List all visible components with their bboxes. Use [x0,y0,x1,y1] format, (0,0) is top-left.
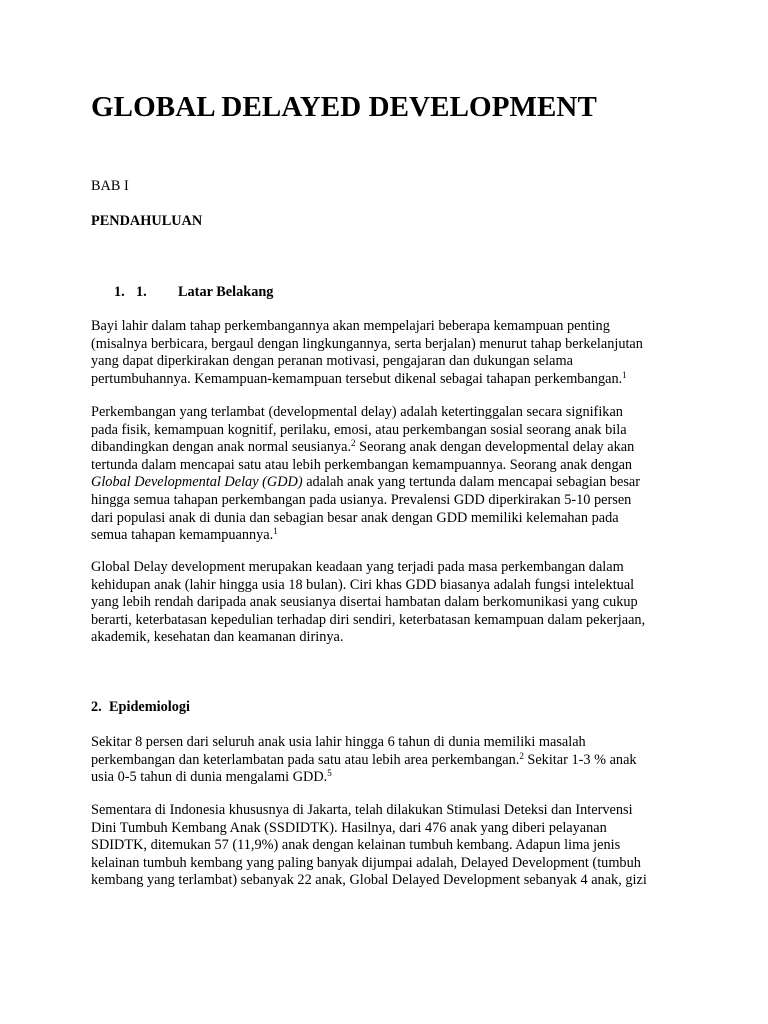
text-line: berarti, keterbatasan kepedulian terhadap diri sendiri, keterbatasan kemampuan dalam pekerjaan, [91,611,646,628]
text-span: adalah anak yang tertunda dalam mencapai sebagian besar [302,474,641,491]
text-line: kelainan tumbuh kembang yang paling banyak dijumpai adalah, Delayed Development (tumbuh [91,854,641,871]
text-line [91,371,691,389]
text-line [91,474,691,492]
document-title: GLOBAL DELAYED DEVELOPMENT [91,91,597,123]
text-span: Seorang anak dengan developmental delay akan [355,439,635,456]
text-line: Perkembangan yang terlambat (developmental delay) adalah ketertinggalan secara signifikan [91,404,623,420]
footnote-ref: 5 [327,768,332,779]
text-line: tertunda dalam mencapai satu atau lebih perkembangan kemampuannya. Seorang anak dengan [91,456,633,473]
paragraph-epidemiologi-1 [91,734,691,787]
section-number-a: 1. [114,284,125,300]
footnote-ref: 1 [622,369,627,380]
text-line: Sementara di Indonesia khususnya di Jakarta, telah dilakukan Stimulasi Deteksi dan Intervensi [91,802,633,818]
text-span: semua tahapan kemampuannya. [91,527,274,544]
text-span: dibandingkan dengan anak normal seusianya. [91,439,352,456]
section-number-b: 1. [136,284,147,300]
text-line [91,752,691,770]
italic-term: Global Developmental Delay (GDD) [91,474,303,491]
text-line: dari populasi anak di dunia dan sebagian besar anak dengan GDD memiliki kelemahan pada [91,509,619,526]
text-line: akademik, kesehatan dan keamanan dirinya. [91,629,344,646]
text-line [91,527,691,545]
section-heading-latar-belakang [114,284,273,302]
text-span: usia 0-5 tahun di dunia mengalami GDD. [91,769,328,786]
text-line: SDIDTK, ditemukan 57 (11,9%) anak dengan kelainan tumbuh kembang. Adapun lima jenis [91,837,621,854]
text-line: Sekitar 8 persen dari seluruh anak usia lahir hingga 6 tahun di dunia memiliki masalah [91,734,586,750]
text-line [91,769,691,787]
text-line: Dini Tumbuh Kembang Anak (SSDIDTK). Hasilnya, dari 476 anak yang diberi pelayanan [91,819,607,836]
paragraph-epidemiologi-2 [91,802,691,890]
chapter-title: PENDAHULUAN [91,213,203,229]
text-line [91,439,691,457]
text-line: Global Delay development merupakan keadaan yang terjadi pada masa perkembangan dalam [91,559,624,575]
chapter-label: BAB I [91,178,129,194]
paragraph-latar-belakang-3 [91,559,691,647]
footnote-ref: 2 [351,438,356,449]
text-span: Sekitar 1-3 % anak [523,751,637,768]
footnote-ref: 2 [519,750,524,761]
text-line: kembang yang terlambat) sebanyak 22 anak, Global Delayed Development sebanyak 4 anak, gizi [91,872,647,889]
section-number: 2. [91,699,102,715]
text-line: yang lebih rendah daripada anak seusianya disertai hambatan dalam berkomunikasi yang cukup [91,594,638,611]
text-line: pada fisik, kemampuan kognitif, perilaku, emosi, atau perkembangan sosial seorang anak bila [91,421,627,438]
section-title: Epidemiologi [109,699,191,715]
paragraph-latar-belakang-2 [91,404,691,545]
paragraph-latar-belakang-1 [91,318,691,388]
section-title: Latar Belakang [178,284,274,300]
section-heading-epidemiologi [91,699,190,717]
text-line: (misalnya berbicara, bergaul dengan lingkungannya, serta berjalan) menurut tahap berkelanjutan [91,335,643,352]
text-line: hingga semua tahapan perkembangan pada usianya. Prevalensi GDD diperkirakan 5-10 persen [91,491,632,508]
text-line: kehidupan anak (lahir hingga usia 18 bulan). Ciri khas GDD biasanya adalah fungsi intelektual [91,576,635,593]
text-span: pertumbuhannya. Kemampuan-kemampuan tersebut dikenal sebagai tahapan perkembangan. [91,370,623,387]
text-line: Bayi lahir dalam tahap perkembangannya akan mempelajari beberapa kemampuan penting [91,318,610,334]
text-line: yang dapat diperkirakan dengan peranan motivasi, pengajaran dan dukungan selama [91,353,573,370]
text-span: perkembangan dan keterlambatan pada satu atau lebih area perkembangan. [91,751,520,768]
footnote-ref: 1 [273,526,278,537]
